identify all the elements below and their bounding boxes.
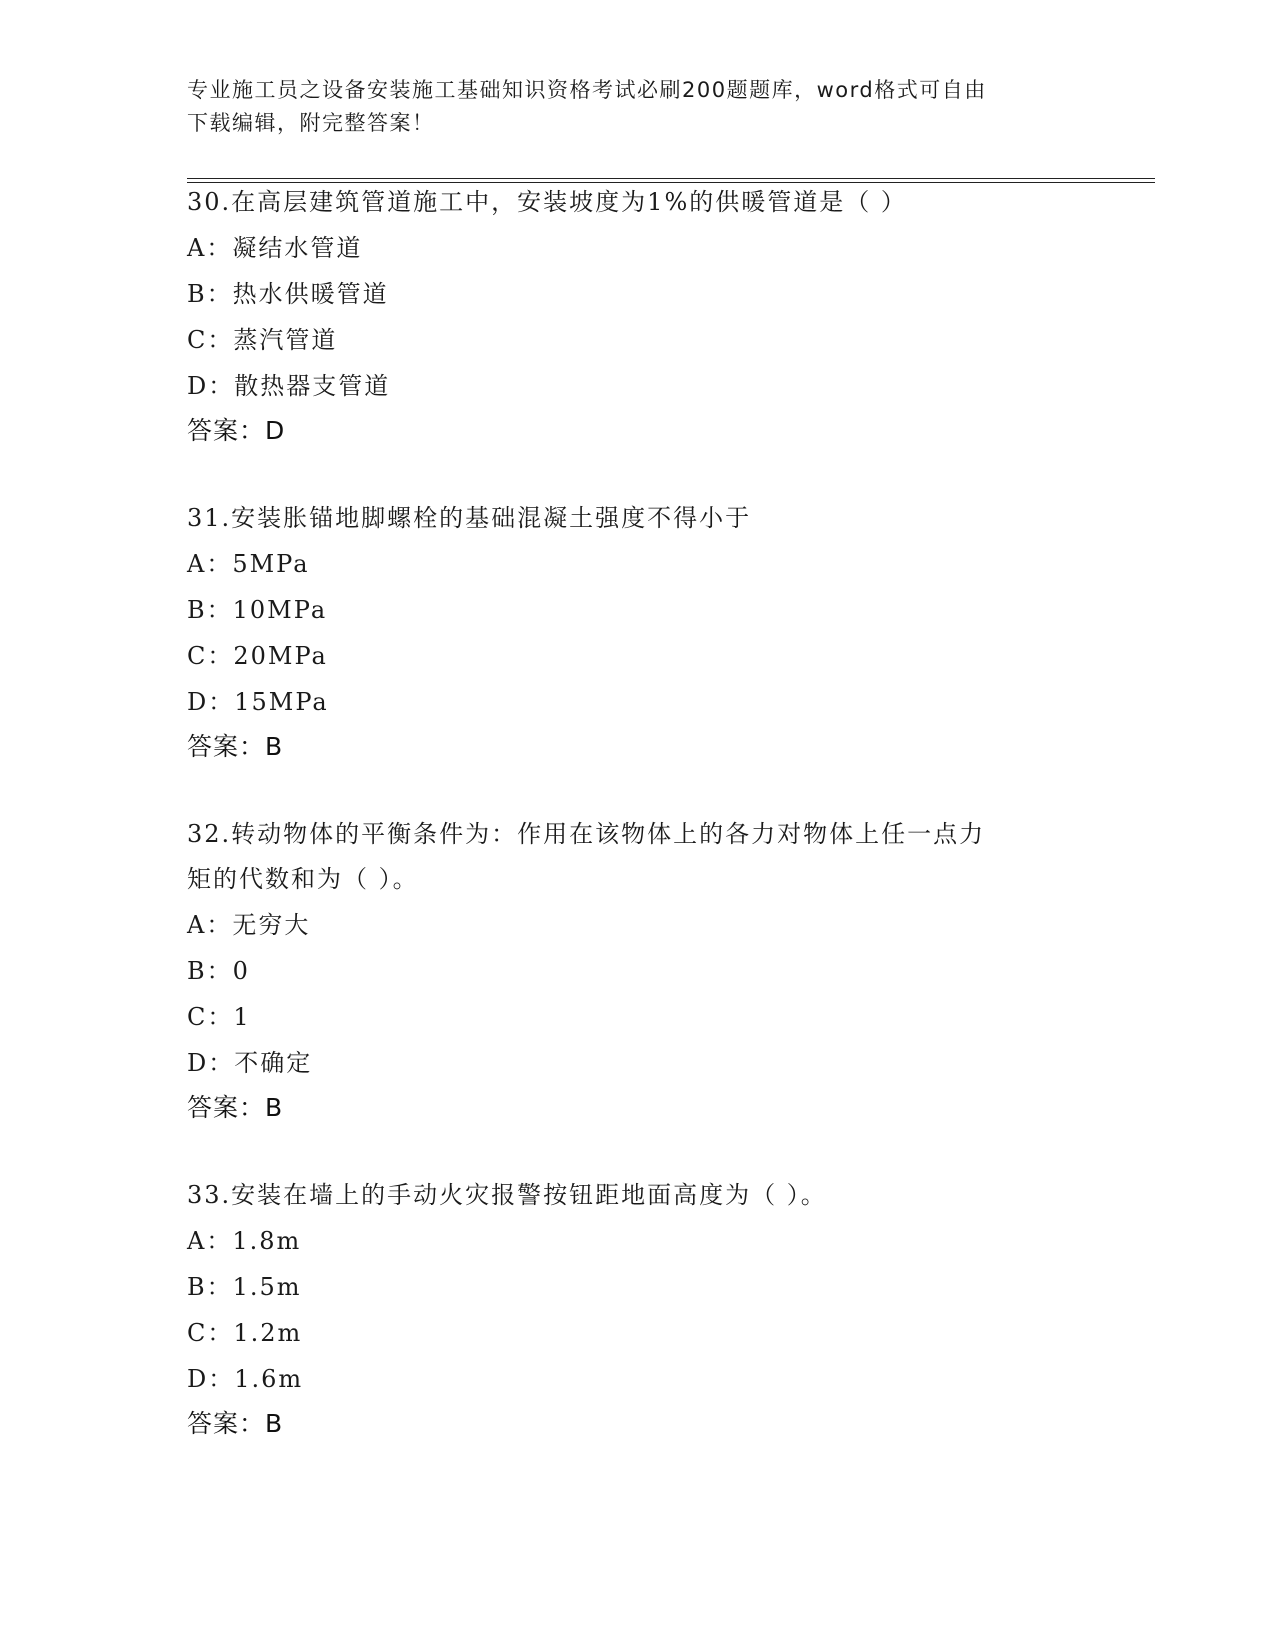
- question-stem-line-2: 矩的代数和为（ ）。: [187, 865, 419, 893]
- option-c: C：1: [187, 1003, 251, 1031]
- option-b: B：10MPa: [187, 596, 328, 624]
- question-31: [187, 496, 1087, 769]
- option-b: B：热水供暖管道: [187, 280, 389, 308]
- question-stem: 在高层建筑管道施工中，安装坡度为1%的供暖管道是（ ）: [231, 188, 907, 216]
- question-number: 33.: [187, 1181, 232, 1209]
- answer: 答案：B: [187, 1409, 284, 1438]
- answer: 答案：B: [187, 732, 284, 761]
- option-a: A：1.8m: [187, 1227, 302, 1255]
- option-d: D：散热器支管道: [187, 372, 391, 400]
- option-d: D：15MPa: [187, 688, 329, 716]
- option-c: C：20MPa: [187, 642, 328, 670]
- question-32: [187, 812, 1087, 1130]
- option-c: C：蒸汽管道: [187, 326, 338, 354]
- question-text: [187, 496, 1087, 541]
- question-stem: 安装在墙上的手动火灾报警按钮距地面高度为（ ）。: [231, 1181, 827, 1209]
- header-line-1: 专业施工员之设备安装施工基础知识资格考试必刷200题题库，word格式可自由: [187, 78, 987, 102]
- option-d: D：1.6m: [187, 1365, 304, 1393]
- option-a: A：无穷大: [187, 911, 311, 939]
- question-text: [187, 812, 1087, 857]
- answer: 答案：B: [187, 1093, 284, 1122]
- question-stem: 安装胀锚地脚螺栓的基础混凝土强度不得小于: [231, 504, 752, 532]
- question-number: 32.: [187, 820, 232, 848]
- header-line-2: 下载编辑，附完整答案！: [187, 111, 435, 135]
- option-d: D：不确定: [187, 1049, 313, 1077]
- question-stem-line-1: 转动物体的平衡条件为：作用在该物体上的各力对物体上任一点力: [231, 820, 986, 848]
- question-number: 30.: [187, 188, 232, 216]
- answer: 答案：D: [187, 416, 286, 445]
- option-a: A：5MPa: [187, 550, 310, 578]
- option-b: B：0: [187, 957, 250, 985]
- question-30: [187, 180, 1087, 453]
- question-number: 31.: [187, 504, 232, 532]
- option-c: C：1.2m: [187, 1319, 303, 1347]
- document-header: [187, 74, 1087, 140]
- question-text: [187, 180, 1087, 225]
- question-33: [187, 1173, 1087, 1446]
- option-a: A：凝结水管道: [187, 234, 363, 262]
- question-text: [187, 1173, 1087, 1218]
- option-b: B：1.5m: [187, 1273, 302, 1301]
